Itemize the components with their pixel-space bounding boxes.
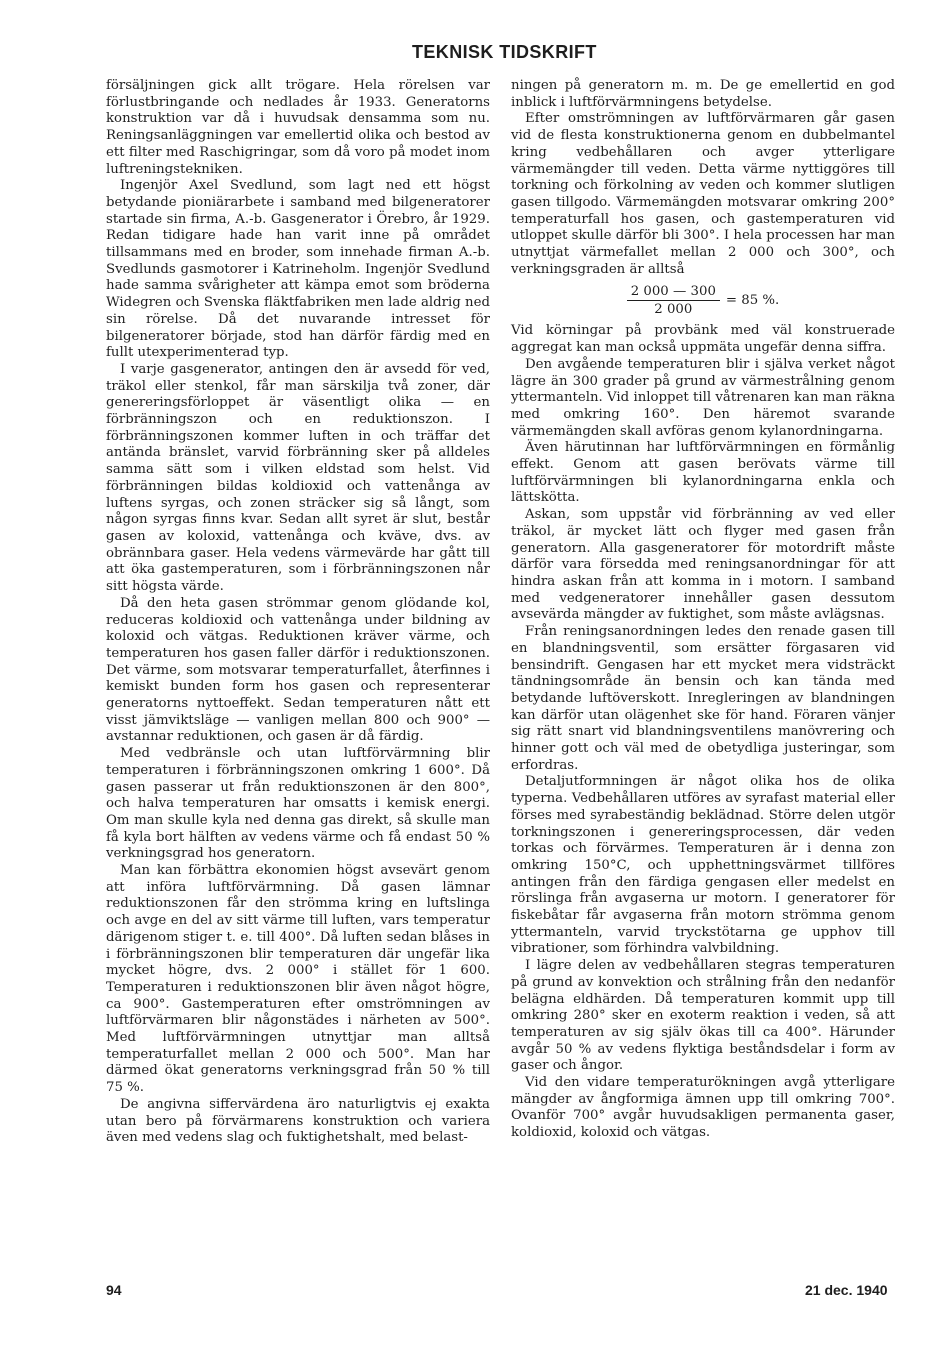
paragraph: Med vedbränsle och utan luftförvärmning blir temperaturen i förbränningszonen omkring 1 600°. Då gasen passerar ut från reduktionszonen är den 800°, och halva temperaturen har omsatts i kemisk energi. Om man skulle kyla ned denna gas direkt, så skulle man få kyla bort hälften av vedens värme och få endast 50 % verkningsgrad hos generatorn. [106,746,490,862]
fraction [627,283,720,318]
paragraph: Vid den vidare temperaturökningen avgå ytterligare mängder av ångformiga ämnen upp till omkring 700°. Ovanför 700° avgår huvudsakligen permanenta gaser, koldioxid, koloxid och vätgas. [511,1075,895,1141]
paragraph: Från reningsanordningen ledes den renade gasen till en blandningsventil, som ersätter förgasaren vid bensindrift. Gengasen har ett mycket mera vidsträckt tändningsområde än bensin och kan tända med betydande luftöverskott. Inregleringen av blandningen kan därför utan olägenhet ske för hand. Föraren vänjer sig rätt snart vid blandningsventilens manövrering och hinner gott och väl med de obetydliga justeringar, som erfordras. [511,624,895,773]
formula-numerator: 2 000 — 300 [627,283,720,301]
paragraph: Ingenjör Axel Svedlund, som lagt ned ett högst betydande pioniärarbete i samband med bilgeneratorer startade sin firma, A.-b. Gasgenerator i Örebro, år 1929. Redan tidigare hade han varit inne på området tillsammans med en broder, som innehade firman A.-b. Svedlunds gasmotorer i Katrineholm. Ingenjör Svedlund hade samma svårigheter att kämpa emot som bröderna Widegren och Svenska fläktfabriken men lade aldrig ned sin rörelse. Då det nuvarande intresset för bilgeneratorer började, stod han därför färdig med en fullt utexperimenterad typ. [106,178,490,361]
paragraph: I lägre delen av vedbehållaren stegras temperaturen på grund av konvektion och strålning från den nedanför belägna eldhärden. Då temperaturen kommit upp till omkring 280° sker en exoterm reaktion i veden, så att temperaturen av sig själv ökas till ca 400°. Härunder avgår 50 % av vedens flyktiga beståndsdelar i form av gaser och ångor. [511,958,895,1074]
formula-result: = 85 %. [725,292,780,308]
paragraph: I varje gasgenerator, antingen den är avsedd för ved, träkol eller stenkol, får man särskilja två zoner, där genereringsförloppet är väsentligt olika — en förbränningszon och en reduktionszon. I förbränningszonen kommer luften in och träffar det antända bränslet, varvid förbränning sker på alldeles samma sätt som i vilken eldstad som helst. Vid förbränningen bildas koldioxid och vattenånga av luftens syrgas, och zonen sträcker sig så långt, som någon syrgas finns kvar. Sedan allt syret är slut, består gasen av koloxid, vattenånga och kväve, dvs. av obrännbara gaser. Hela vedens värmevärde har gått till att öka gastemperaturen, som i förbränningszonen når sitt högsta värde. [106,361,490,595]
paragraph: Den avgående temperaturen blir i själva verket något lägre än 300 grader på grund av värmestrålning genom yttermanteln. Vid inloppet till våtrenaren kan man räkna med omkring 160°. Den häremot svarande värmemängden skall avföras genom kylanordningarna. [511,356,895,439]
paragraph: Efter omströmningen av luftförvärmaren går gasen vid de flesta konstruktionerna genom en dubbelmantel kring vedbehållaren och avger ytterligare värmemängder till veden. Detta värme nyttiggöres till torkning och förkolning av veden och kommer slutligen gasen tillgodo. Värmemängden motsvarar omkring 200° temperaturfall hos gasen, och gastemperaturen vid utloppet skulle därför bli 300°. I hela processen har man utnyttjat värmefallet mellan 2 000 och 300°, och verkningsgraden är alltså [511,111,895,277]
paragraph: Då den heta gasen strömmar genom glödande kol, reduceras koldioxid och vattenånga under bildning av koloxid och vätgas. Reduktionen kräver värme, och temperaturen hos gasen faller därför i reduktionszonen. Det värme, som motsvarar temperaturfallet, återfinnes i kemiskt bunden form hos gasen och representerar generatorns nyttoeffekt. Sedan temperaturen nått ett visst jämviktsläge — vanligen mellan 800 och 900° — avstannar reduktionen, och gasen är då färdig. [106,595,490,745]
paragraph: ningen på generatorn m. m. De ge emellertid en god inblick i luftförvärmningens betydelse. [511,78,895,110]
paragraph: Man kan förbättra ekonomien högst avsevärt genom att införa luftförvärmning. Då gasen lämnar reduktionszonen får den strömma kring en luftslinga och avge en del av sitt värme till luften, vars temperatur därigenom stiger t. e. till 400°. Då luften sedan blåses in i förbränningszonen blir temperaturen där ungefär lika mycket högre, dvs. 2 000° i stället för 1 600. Temperaturen i reduktionszonen blir även något högre, ca 900°. Gastemperaturen efter omströmningen av luftförvärmaren blir någonstädes i närheten av 500°. Med luftförvärmningen utnyttjar man alltså temperaturfallet mellan 2 000 och 500°. Man har därmed ökat generatorns verkningsgrad från 50 % till 75 %. [106,863,490,1096]
page-number: 94 [106,1282,122,1298]
paragraph: Även härutinnan har luftförvärmningen en förmånlig effekt. Genom att gasen berövats värme till luftförvärmningen bli kylanordningarna enkla och lättskötta. [511,440,895,506]
paragraph: Detaljutformningen är något olika hos de olika typerna. Vedbehållaren utföres av syrafast material eller förses med syrabeständig beklädnad. Större delen utgör torkningszonen i genereringsprocessen, där veden torkas och förvärmes. Temperaturen är i denna zon omkring 150°C, och upphettningsvärmet tillföres antingen från den färdiga gengasen eller medelst en rörslinga från avgaserna ur motorn. I generatorer för fiskebåtar får avgaserna från motorn strömma genom yttermanteln, varvid tryckstötarna ge upphov till vibrationer, som förhindra valvbildning. [511,774,895,957]
paragraph: försäljningen gick allt trögare. Hela rörelsen var förlustbringande och nedlades år 1933. Generatorns konstruktion var då i huvudsak densamma som nu. Reningsanläggningen var emellertid olika och bestod av ett filter med Raschigringar, som då voro på modet inom luftreningstekniken. [106,78,490,177]
formula-denominator: 2 000 [654,302,693,318]
paragraph: De angivna siffervärdena äro naturligtvis ej exakta utan bero på förvärmarens konstruktion och variera även med vedens slag och fuktighetshalt, med belast- [106,1096,490,1146]
paragraph: Askan, som uppstår vid förbränning av ved eller träkol, är mycket lätt och flyger med gasen från generatorn. Alla gasgeneratorer för motordrift måste därför vara försedda med reningsanordningar för att hindra askan från att komma in i motorn. I samband med vedgeneratorer innehåller gasen dessutom avsevärda mängder av fuktighet, som måste avlägsnas. [511,507,895,623]
journal-masthead: TEKNISK TIDSKRIFT [412,42,597,62]
issue-date: 21 dec. 1940 [805,1282,888,1298]
left-column [106,78,490,1147]
paragraph: Vid körningar på provbänk med väl konstruerade aggregat kan man också uppmäta ungefär denna siffra. [511,323,895,356]
right-column [511,78,895,1142]
efficiency-formula [511,283,895,318]
